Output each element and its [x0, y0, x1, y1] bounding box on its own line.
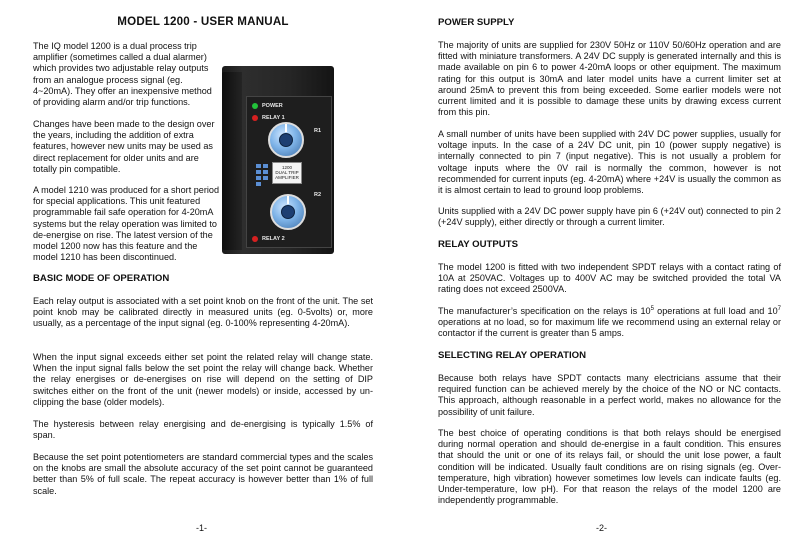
relay2-label: RELAY 2	[262, 236, 285, 242]
setpoint-knob-2[interactable]	[270, 194, 306, 230]
manual-title: MODEL 1200 - USER MANUAL	[117, 15, 289, 28]
device-photo	[222, 66, 344, 259]
changes-line: Changes have been made to the design over	[33, 119, 215, 129]
dip-switch-icon	[256, 170, 261, 174]
intro-line: amplifier (sometimes called a dual alarmer)	[33, 52, 207, 63]
power-heading: POWER SUPPLY	[438, 17, 515, 28]
exponent: 7	[777, 305, 781, 312]
model1210-line: model 1210 has been discontinued.	[33, 252, 177, 263]
intro-paragraph	[33, 41, 225, 108]
relay-text: operations at full load and 10	[653, 306, 778, 316]
relay-paragraph-2	[438, 306, 781, 340]
model1210-line: programmable fail safe operation for 4-20mA	[33, 207, 214, 218]
dip-switch-icon	[256, 164, 261, 168]
relay-text: operations at no load, so for maximum life we recommend using an external relay or contactor if the current is greater than 5 amps.	[438, 317, 781, 339]
power-paragraph-1: The majority of units are supplied for 230V 50Hz or 110V 50/60Hz operation and are fitted with miniature transformers. A 24V DC supply is generated internally and this is made available on pin 6 to power 4-20mA loops or other equipment. The maximum rating for this output is 30mA and later model units have a current limiter set at around 25mA to prevent this from being exceeded. Some earlier models were not current limited and it is possible to damage these units by drawing excess current from this pin.	[438, 40, 781, 118]
model1210-line: de-energise on rise. The latest version of the	[33, 229, 213, 240]
changes-line: features, however new units may be used as	[33, 141, 213, 152]
intro-line: The IQ model 1200 is a dual process trip	[33, 41, 197, 51]
basic-paragraph-4: Because the set point potentiometers are standard commercial types and the scales on the knobs are small the absolute accuracy of the set point cannot be guaranteed better than 5% of full scale. The repeat accuracy is however better than 1% of full scale.	[33, 452, 373, 496]
power-label: POWER	[262, 103, 283, 109]
basic-section	[33, 273, 373, 284]
model1210-line: for special applications. This unit featured	[33, 196, 201, 207]
dip-switch-icon	[263, 176, 268, 180]
relay2-led-icon	[252, 236, 258, 242]
model-card	[272, 162, 302, 184]
relay-text: The manufacturer’s specification on the relays is 10	[438, 306, 651, 316]
power-paragraph-2: A small number of units have been supplied with 24V DC power supplies, usually for voltage inputs. In the case of a 24V DC unit, pin 10 (power supply negative) is internally connected to pin 7 (input negative). This is not usually a problem for voltage inputs where the 0V rail is normally the common, however is not recommended for current inputs (eg. 4-20mA) where +24V is usually the common as it is almost certain to lead to ground loop problems.	[438, 129, 781, 196]
page-right	[404, 0, 808, 553]
relay-heading: RELAY OUTPUTS	[438, 239, 518, 250]
power-paragraph-3: Units supplied with a 24V DC power supply have pin 6 (+24V out) connected to pin 2 (+24V supply), either directly or through a current limiter.	[438, 206, 781, 228]
page-number-right: -2-	[596, 523, 607, 533]
model1210-paragraph	[33, 185, 227, 263]
card-line: 1200	[281, 165, 292, 170]
r1-label: R1	[314, 128, 322, 134]
selecting-paragraph-1: Because both relays have SPDT contacts many electricians assume that their required function can be achieved merely by the choice of the NO or NC contacts. This approach, although reasonable in a perfect world, makes no allowance for the possibility of unit failure.	[438, 373, 781, 417]
dip-switch-icon	[263, 170, 268, 174]
model1210-line: model 1200 now has this feature and the	[33, 241, 198, 252]
relay-paragraph-1: The model 1200 is fitted with two independent SPDT relays with a contact rating of 10A at 250VAC. Voltages up to 400V AC may be switched provided the total VA rating does not exceed 2500VA.	[438, 262, 781, 295]
changes-line: totally pin compatible.	[33, 163, 121, 174]
dip-switch-icon	[256, 176, 261, 180]
intro-line: from an analogue process signal (eg.	[33, 74, 183, 85]
device-side	[222, 72, 242, 250]
setpoint-knob-1[interactable]	[268, 122, 304, 158]
dip-switch-icon	[256, 182, 261, 186]
basic-paragraph-2: When the input signal exceeds either set point the related relay will change state. When the input signal falls below the set point the relay will change back. Whether the relay energises or de-energises on rise will depend on the setting of DIP switches either on the front of the unit (newer models) or inside, accessed by un-clipping the base (older models).	[33, 352, 373, 407]
relay1-led-icon	[252, 115, 258, 121]
intro-line: which provides two adjustable relay outputs	[33, 63, 209, 74]
basic-paragraph-3: The hysteresis between relay energising and de-energising is typically 1.5% of span.	[33, 419, 373, 441]
intro-line: of providing alarm and/or trip functions.	[33, 97, 191, 108]
intro-line: 4~20mA). They offer an inexpensive method	[33, 85, 212, 96]
selecting-paragraph-2: The best choice of operating conditions is that both relays should be energised during normal operation and should de-energise in a fault condition. This ensures that should the unit or one of its relays fail, or should the unit lose power, a fault condition will be indicated. Usually fault conditions are on rising signals (eg. Over-temperature, high vibration) however sometimes low levels can indicate faults (eg. Under-temperature, low pH). For that reason the relays of the model 1200 are independently programmable.	[438, 428, 781, 506]
dip-switch-icon	[263, 164, 268, 168]
power-led-icon	[252, 103, 258, 109]
changes-line: the years, including the addition of extra	[33, 130, 194, 141]
page-number-left: -1-	[196, 523, 207, 533]
changes-paragraph	[33, 119, 225, 175]
relay1-label: RELAY 1	[262, 115, 285, 121]
model1210-line: systems but the relay operation was limited to	[33, 218, 217, 229]
basic-heading: BASIC MODE OF OPERATION	[33, 273, 170, 284]
card-line: AMPLIFIER	[275, 175, 299, 180]
changes-line: direct replacement for older units and are	[33, 152, 199, 163]
card-line: DUAL TRIP	[275, 170, 299, 175]
basic-paragraph-1: Each relay output is associated with a set point knob on the front of the unit. The set point knob may be calibrated directly in measured units (eg. 0-5volts) or, more usually, as a percentage of the input signal (eg. 0-100% representing 4-20mA).	[33, 296, 373, 329]
exponent: 5	[650, 305, 654, 312]
selecting-heading: SELECTING RELAY OPERATION	[438, 350, 587, 361]
model1210-line: A model 1210 was produced for a short period	[33, 185, 220, 195]
r2-label: R2	[314, 192, 322, 198]
